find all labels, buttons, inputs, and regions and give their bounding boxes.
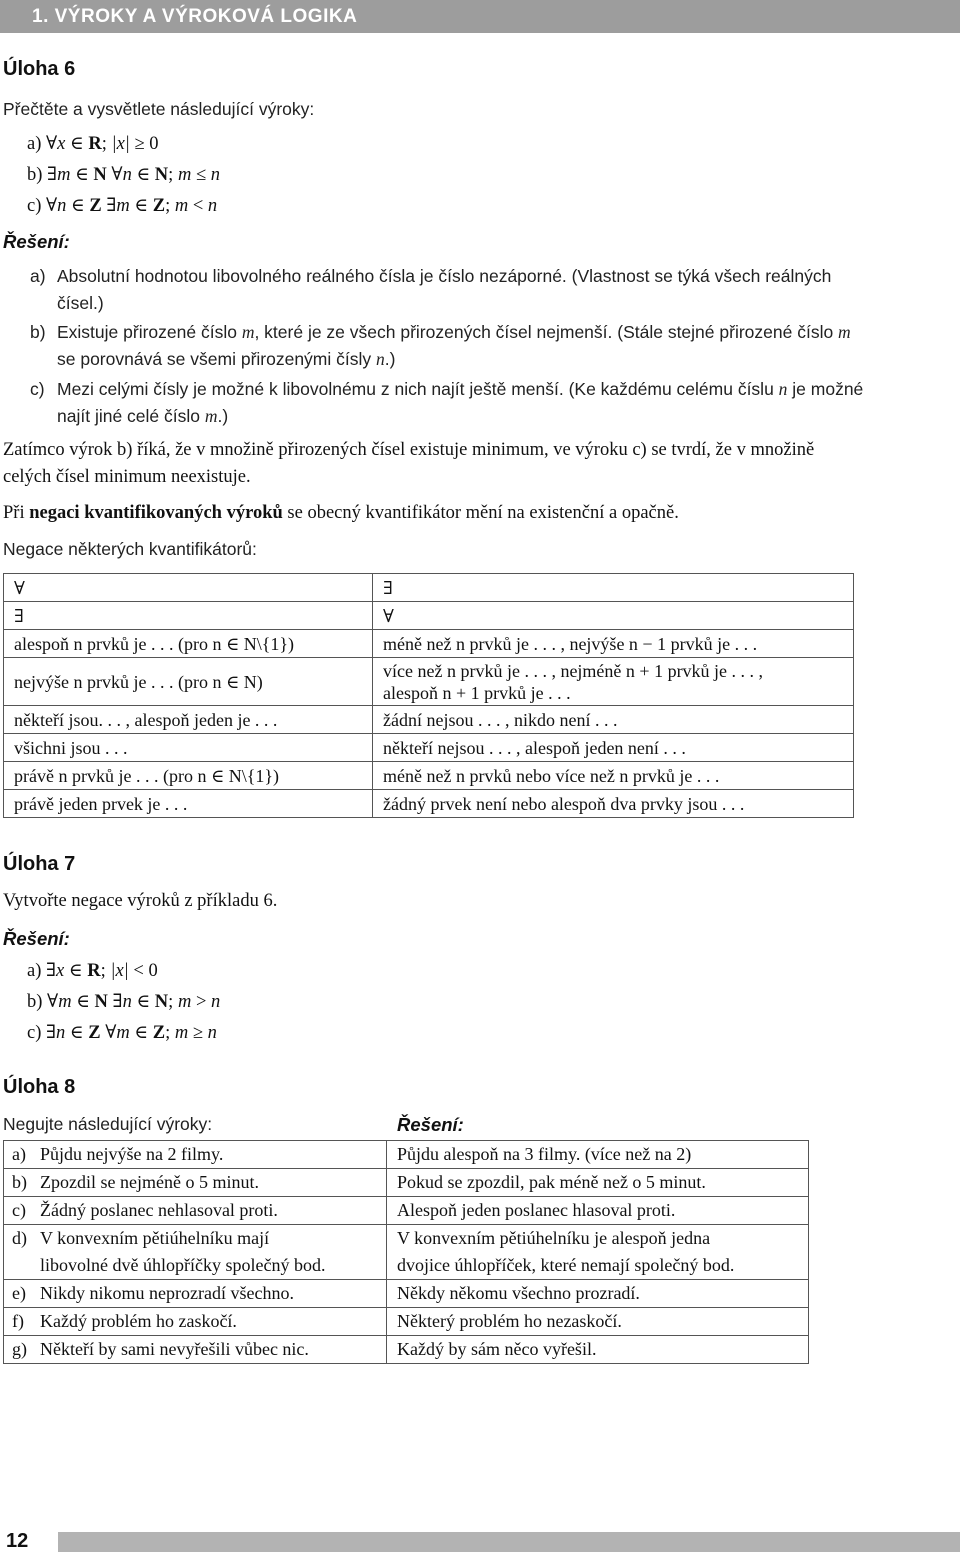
table-row — [4, 1141, 809, 1169]
task-6-statement: b) ∃m ∈ N ∀n ∈ N; m ≤ n — [27, 165, 220, 185]
table-cell: nejvýše n prvků je . . . (pro n ∈ N) — [4, 658, 373, 706]
table-cell: Někdy někomu všechno prozradí. — [387, 1280, 809, 1308]
task-6-heading: Úloha 6 — [3, 58, 76, 80]
task-7-heading: Úloha 7 — [3, 853, 76, 875]
task-8-prompt: Negujte následující výroky: — [3, 1114, 213, 1134]
chapter-title: 1. VÝROKY A VÝROKOVÁ LOGIKA — [32, 6, 358, 27]
page-number: 12 — [6, 1530, 29, 1552]
table-cell: g) Někteří by sami nevyřešili vůbec nic. — [4, 1336, 387, 1364]
table-row — [4, 706, 854, 734]
table-cell: f) Každý problém ho zaskočí. — [4, 1308, 387, 1336]
task-6-explanation-b: b) Existuje přirozené číslo m, které je ze všech přirozených čísel nejmenší. (Stále stejné přirozené číslo m se porovnává se všemi přirozenými čísly n.) — [30, 322, 851, 369]
table-cell: Půjdu alespoň na 3 filmy. (více než na 2) — [387, 1141, 809, 1169]
table-cell: právě n prvků je . . . (pro n ∈ N\{1}) — [4, 762, 373, 790]
table-cell: méně než n prvků nebo více než n prvků je . . . — [373, 762, 854, 790]
task-7-prompt: Vytvořte negace výroků z příkladu 6. — [3, 891, 278, 911]
negation-table — [3, 573, 854, 818]
footer-bar — [58, 1532, 960, 1552]
table-row — [4, 1225, 809, 1280]
table-cell: Některý problém ho nezaskočí. — [387, 1308, 809, 1336]
table-cell: V konvexním pětiúhelníku je alespoň jedna dvojice úhlopříček, které nemají společný bod. — [387, 1225, 809, 1280]
table-row — [4, 658, 854, 706]
table-row — [4, 1169, 809, 1197]
table-row — [4, 1336, 809, 1364]
table-cell: b) Zpozdil se nejméně o 5 minut. — [4, 1169, 387, 1197]
table-cell: ∃ — [4, 602, 373, 630]
table-cell: Každý by sám něco vyřešil. — [387, 1336, 809, 1364]
table-cell: někteří jsou. . . , alespoň jeden je . . . — [4, 706, 373, 734]
table-row — [4, 574, 854, 602]
table-cell: žádní nejsou . . . , nikdo není . . . — [373, 706, 854, 734]
table-row — [4, 630, 854, 658]
task-6-solution-label: Řešení: — [3, 231, 70, 252]
task-8-table — [3, 1140, 809, 1364]
task-6-explanation-a: a) Absolutní hodnotou libovolného reálného čísla je číslo nezáporné. (Vlastnost se týká všech reálných čísel.) — [30, 266, 832, 313]
task-6-statement: a) ∀x ∈ R; |x| ≥ 0 — [27, 134, 159, 154]
table-cell: d) V konvexním pětiúhelníku mají libovolné dvě úhlopříčky společný bod. — [4, 1225, 387, 1280]
table-cell: Alespoň jeden poslanec hlasoval proti. — [387, 1197, 809, 1225]
table-cell: více než n prvků je . . . , nejméně n + 1 prvků je . . . , alespoň n + 1 prvků je . . . — [373, 658, 854, 706]
table-row — [4, 790, 854, 818]
table-cell: alespoň n prvků je . . . (pro n ∈ N\{1}) — [4, 630, 373, 658]
chapter-header-bar — [0, 0, 960, 33]
negation-rule: Při negaci kvantifikovaných výroků se obecný kvantifikátor mění na existenční a opačně. — [3, 503, 679, 523]
task-6-explanation-c: c) Mezi celými čísly je možné k libovolnému z nich najít ještě menší. (Ke každému celému číslu n je možné najít jiné celé číslo m.) — [30, 379, 864, 426]
negation-intro: Negace některých kvantifikátorů: — [3, 539, 257, 559]
table-cell: c) Žádný poslanec nehlasoval proti. — [4, 1197, 387, 1225]
table-cell: právě jeden prvek je . . . — [4, 790, 373, 818]
table-cell: ∀ — [4, 574, 373, 602]
table-row — [4, 1197, 809, 1225]
table-row — [4, 602, 854, 630]
table-cell: ∀ — [373, 602, 854, 630]
task-6-prompt: Přečtěte a vysvětlete následující výroky: — [3, 99, 315, 119]
table-cell: někteří nejsou . . . , alespoň jeden není . . . — [373, 734, 854, 762]
task-6-summary: Zatímco výrok b) říká, že v množině přirozených čísel existuje minimum, ve výroku c) se tvrdí, že v množině celých čísel minimum neexistuje. — [3, 440, 815, 487]
table-cell: žádný prvek není nebo alespoň dva prvky jsou . . . — [373, 790, 854, 818]
table-cell: e) Nikdy nikomu neprozradí všechno. — [4, 1280, 387, 1308]
task-7-solution-label: Řešení: — [3, 928, 70, 949]
task-7-statement: b) ∀m ∈ N ∃n ∈ N; m > n — [27, 992, 221, 1012]
table-row — [4, 762, 854, 790]
table-cell: ∃ — [373, 574, 854, 602]
table-cell: všichni jsou . . . — [4, 734, 373, 762]
task-6-statement: c) ∀n ∈ Z ∃m ∈ Z; m < n — [27, 196, 218, 216]
table-cell: Pokud se zpozdil, pak méně než o 5 minut. — [387, 1169, 809, 1197]
table-row — [4, 1280, 809, 1308]
task-8-solution-label: Řešení: — [397, 1114, 464, 1135]
table-row — [4, 734, 854, 762]
table-cell: méně než n prvků je . . . , nejvýše n − 1 prvků je . . . — [373, 630, 854, 658]
task-7-statement: c) ∃n ∈ Z ∀m ∈ Z; m ≥ n — [27, 1023, 217, 1043]
table-row — [4, 1308, 809, 1336]
task-8-heading: Úloha 8 — [3, 1076, 76, 1098]
task-7-statement: a) ∃x ∈ R; |x| < 0 — [27, 961, 158, 981]
table-cell: a) Půjdu nejvýše na 2 filmy. — [4, 1141, 387, 1169]
